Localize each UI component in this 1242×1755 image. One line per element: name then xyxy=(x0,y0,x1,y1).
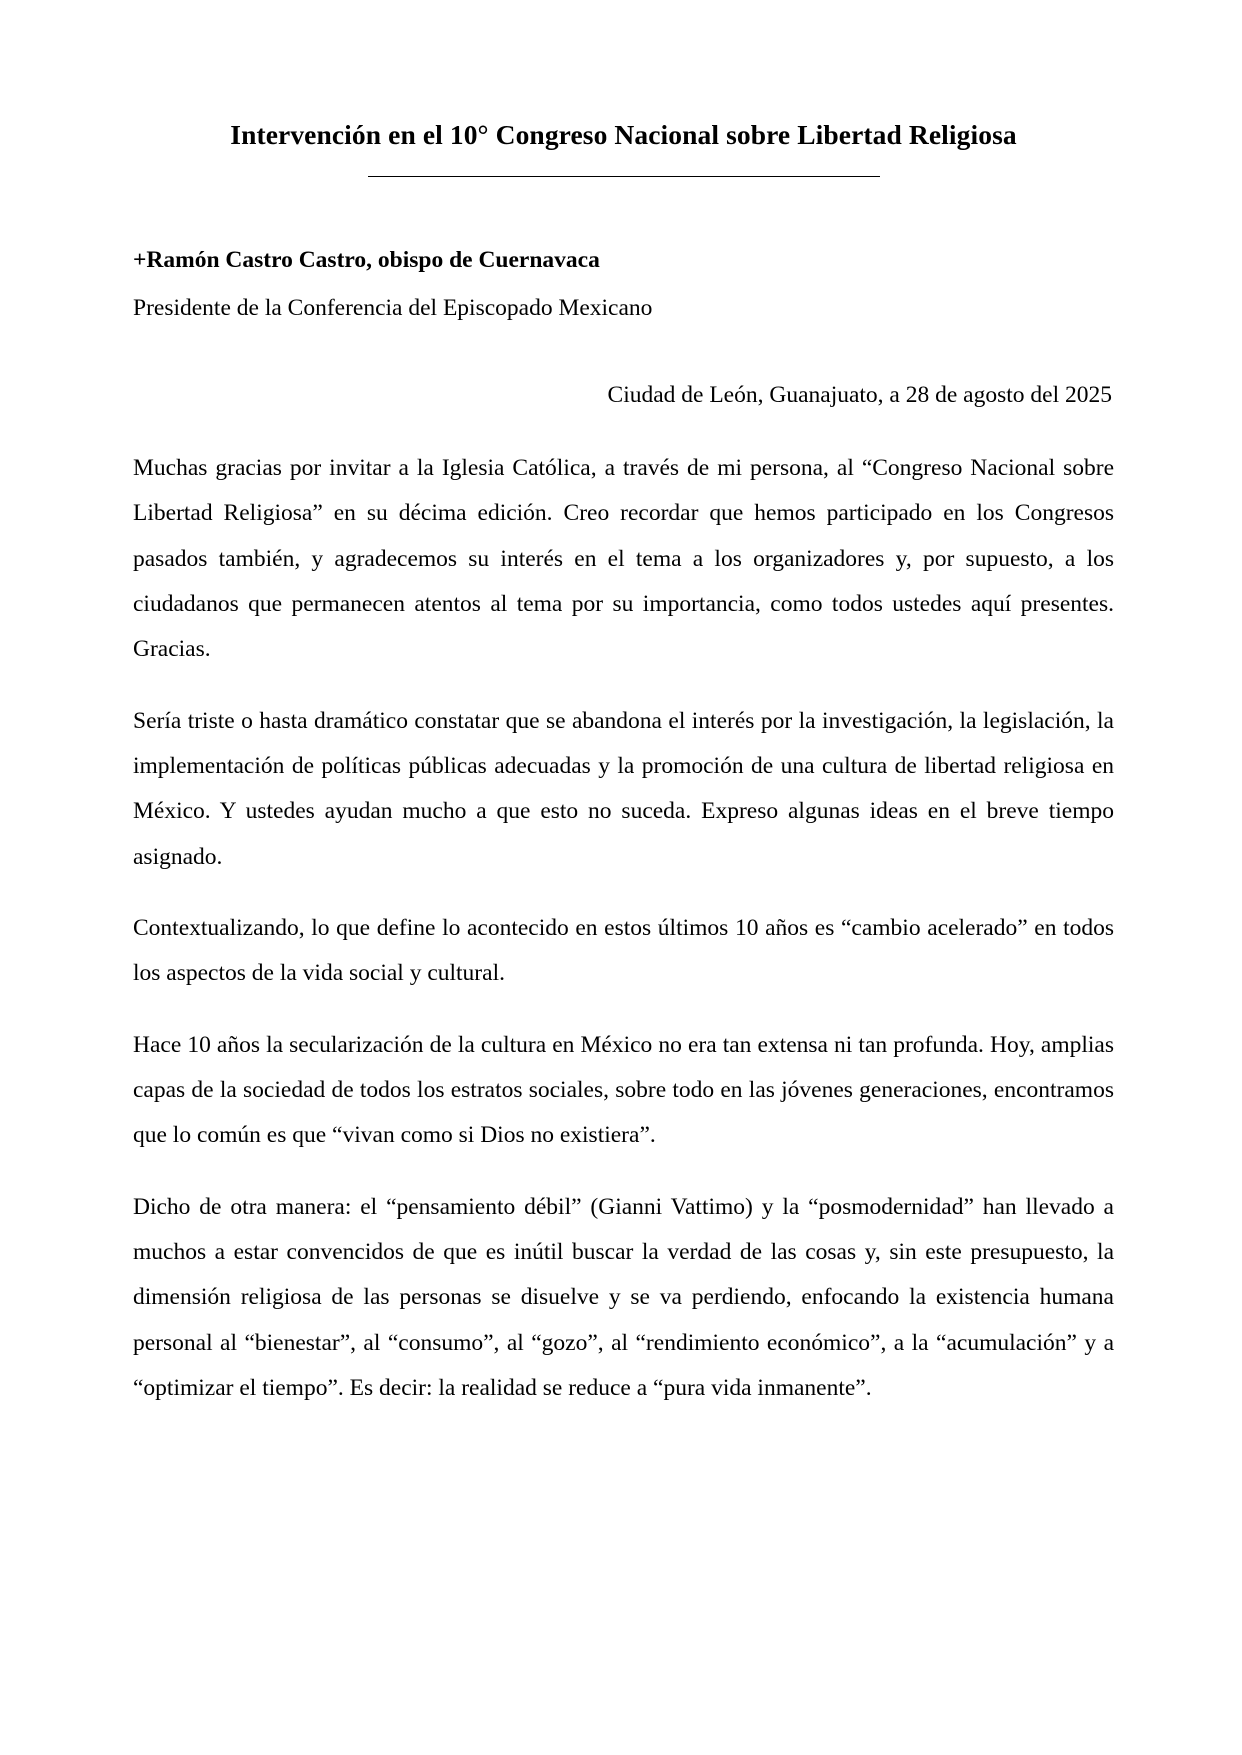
dateline: Ciudad de León, Guanajuato, a 28 de agosto del 2025 xyxy=(607,382,1112,409)
author-name: +Ramón Castro Castro, obispo de Cuernavaca xyxy=(133,247,600,274)
body-paragraph: Sería triste o hasta dramático constatar que se abandona el interés por la investigación, la legislación, la implementación de políticas públicas adecuadas y la promoción de una cultura de libertad religiosa en México. Y ustedes ayudan mucho a que esto no suceda. Expreso algunas ideas en el breve tiempo asignado. xyxy=(133,707,1114,870)
author-role: Presidente de la Conferencia del Episcopado Mexicano xyxy=(133,294,653,321)
page-title: Intervención en el 10° Congreso Nacional sobre Libertad Religiosa xyxy=(230,119,1017,150)
body-copy xyxy=(133,446,1114,1412)
body-paragraph: Hace 10 años la secularización de la cultura en México no era tan extensa ni tan profunda. Hoy, amplias capas de la sociedad de todos los estratos sociales, sobre todo en las jóvenes generaciones, encontramos que lo común es que “vivan como si Dios no existiera”. xyxy=(133,1031,1114,1149)
body-paragraph: Muchas gracias por invitar a la Iglesia Católica, a través de mi persona, al “Congreso Nacional sobre Libertad Religiosa” en su décima edición. Creo recordar que hemos participado en los Congresos pasados también, y agradecemos su interés en el tema a los organizadores y, por supuesto, a los ciudadanos que permanecen atentos al tema por su importancia, como todos ustedes aquí presentes. Gracias. xyxy=(133,454,1114,663)
body-paragraph: Dicho de otra manera: el “pensamiento débil” (Gianni Vattimo) y la “posmodernidad” han llevado a muchos a estar convencidos de que es inútil buscar la verdad de las cosas y, sin este presupuesto, la dimensión religiosa de las personas se disuelve y se va perdiendo, enfocando la existencia humana personal al “bienestar”, al “consumo”, al “gozo”, al “rendimiento económico”, a la “acumulación” y a “optimizar el tiempo”. Es decir: la realidad se reduce a “pura vida inmanente”. xyxy=(133,1193,1114,1402)
title-divider xyxy=(133,166,1114,200)
body-paragraph: Contextualizando, lo que define lo acontecido en estos últimos 10 años es “cambio acelerado” en todos los aspectos de la vida social y cultural. xyxy=(133,915,1114,987)
author-block xyxy=(133,244,1114,325)
divider-line xyxy=(368,176,880,177)
